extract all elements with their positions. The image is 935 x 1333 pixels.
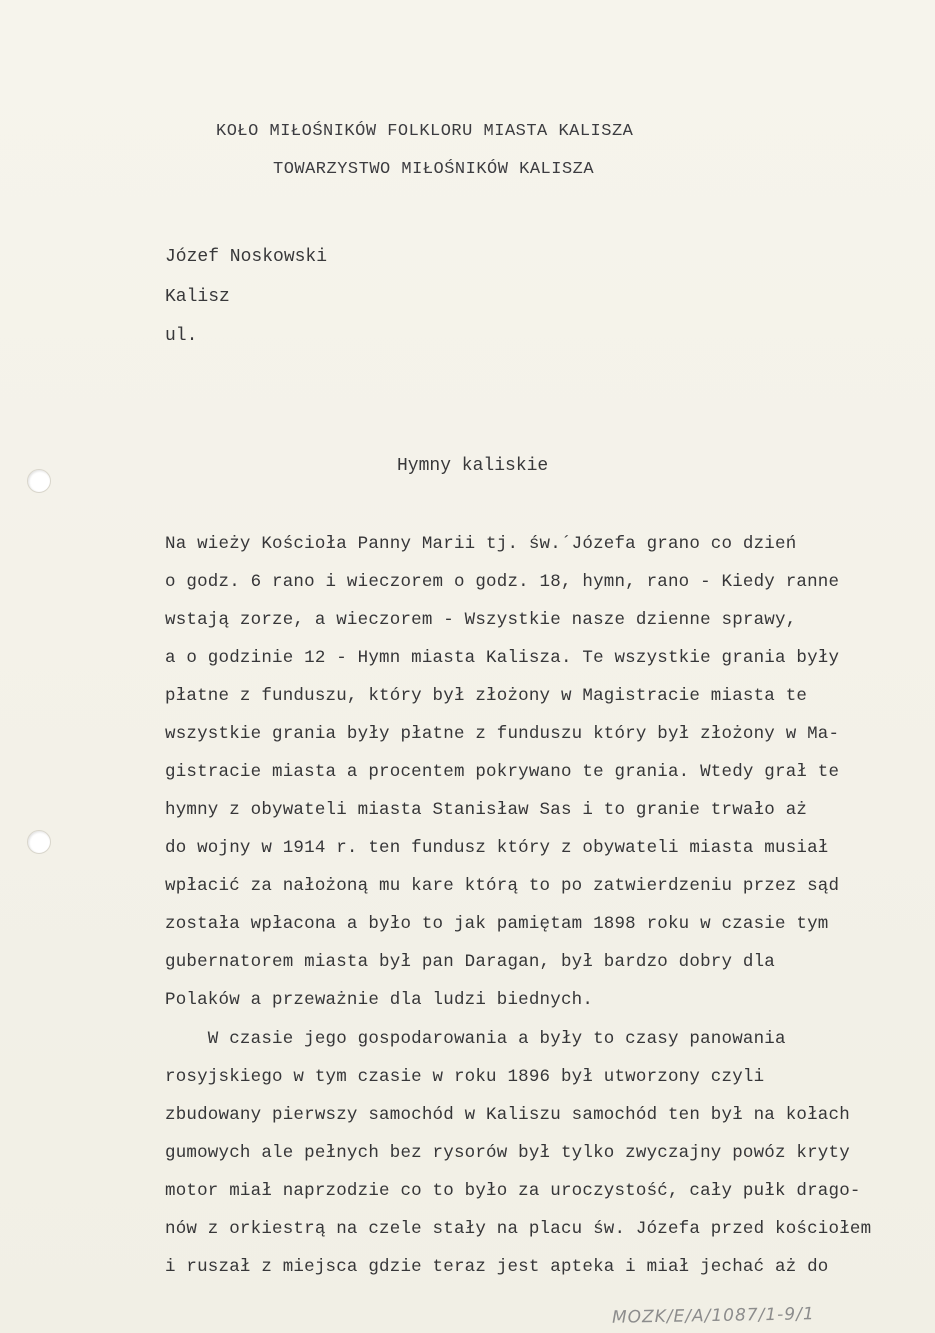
body-line: Polaków a przeważnie dla ludzi biednych. — [165, 990, 594, 1010]
address-name: Józef Noskowski — [165, 247, 328, 267]
body-line: rosyjskiego w tym czasie w roku 1896 był utworzony czyli — [165, 1067, 765, 1087]
punch-hole-lower — [27, 830, 51, 854]
body-line: wstają zorze, a wieczorem - Wszystkie nasze dzienne sprawy, — [165, 610, 797, 630]
body-line: a o godzinie 12 - Hymn miasta Kalisza. Te wszystkie grania były — [165, 648, 840, 668]
header-line-2: TOWARZYSTWO MIŁOŚNIKÓW KALISZA — [273, 160, 595, 179]
body-line: została wpłacona a było to jak pamiętam 1898 roku w czasie tym — [165, 914, 829, 934]
address-city: Kalisz — [165, 287, 230, 307]
body-line: gubernatorem miasta był pan Daragan, był bardzo dobry dla — [165, 952, 775, 972]
address-street: ul. — [165, 326, 198, 346]
body-line: Na wieży Kościoła Panny Marii tj. św.´Józefa grano co dzień — [165, 534, 797, 554]
body-line: motor miał naprzodzie co to było za uroczystość, cały pułk drago- — [165, 1181, 861, 1201]
body-line: gumowych ale pełnych bez rysorów był tylko zwyczajny powóz kryty — [165, 1143, 850, 1163]
body-line: nów z orkiestrą na czele stały na placu św. Józefa przed kościołem — [165, 1219, 872, 1239]
body-line: wszystkie grania były płatne z funduszu który był złożony w Ma- — [165, 724, 840, 744]
header-line-1: KOŁO MIŁOŚNIKÓW FOLKLORU MIASTA KALISZA — [216, 122, 634, 141]
body-line: płatne z funduszu, który był złożony w Magistracie miasta te — [165, 686, 808, 706]
body-line: do wojny w 1914 r. ten fundusz który z obywateli miasta musiał — [165, 838, 829, 858]
body-line: hymny z obywateli miasta Stanisław Sas i to granie trwało aż — [165, 800, 808, 820]
archive-signature: MOZK/E/A/1087/1-9/1 — [611, 1304, 815, 1328]
body-line: zbudowany pierwszy samochód w Kaliszu samochód ten był na kołach — [165, 1105, 850, 1125]
punch-hole-upper — [27, 469, 51, 493]
body-line: gistracie miasta a procentem pokrywano te grania. Wtedy grał te — [165, 762, 840, 782]
body-line: wpłacić za nałożoną mu kare którą to po zatwierdzeniu przez sąd — [165, 876, 840, 896]
body-line: i ruszał z miejsca gdzie teraz jest apteka i miał jechać aż do — [165, 1257, 829, 1277]
body-line: o godz. 6 rano i wieczorem o godz. 18, hymn, rano - Kiedy ranne — [165, 572, 840, 592]
document-title: Hymny kaliskie — [397, 456, 549, 476]
body-line: W czasie jego gospodarowania a były to czasy panowania — [165, 1029, 786, 1049]
